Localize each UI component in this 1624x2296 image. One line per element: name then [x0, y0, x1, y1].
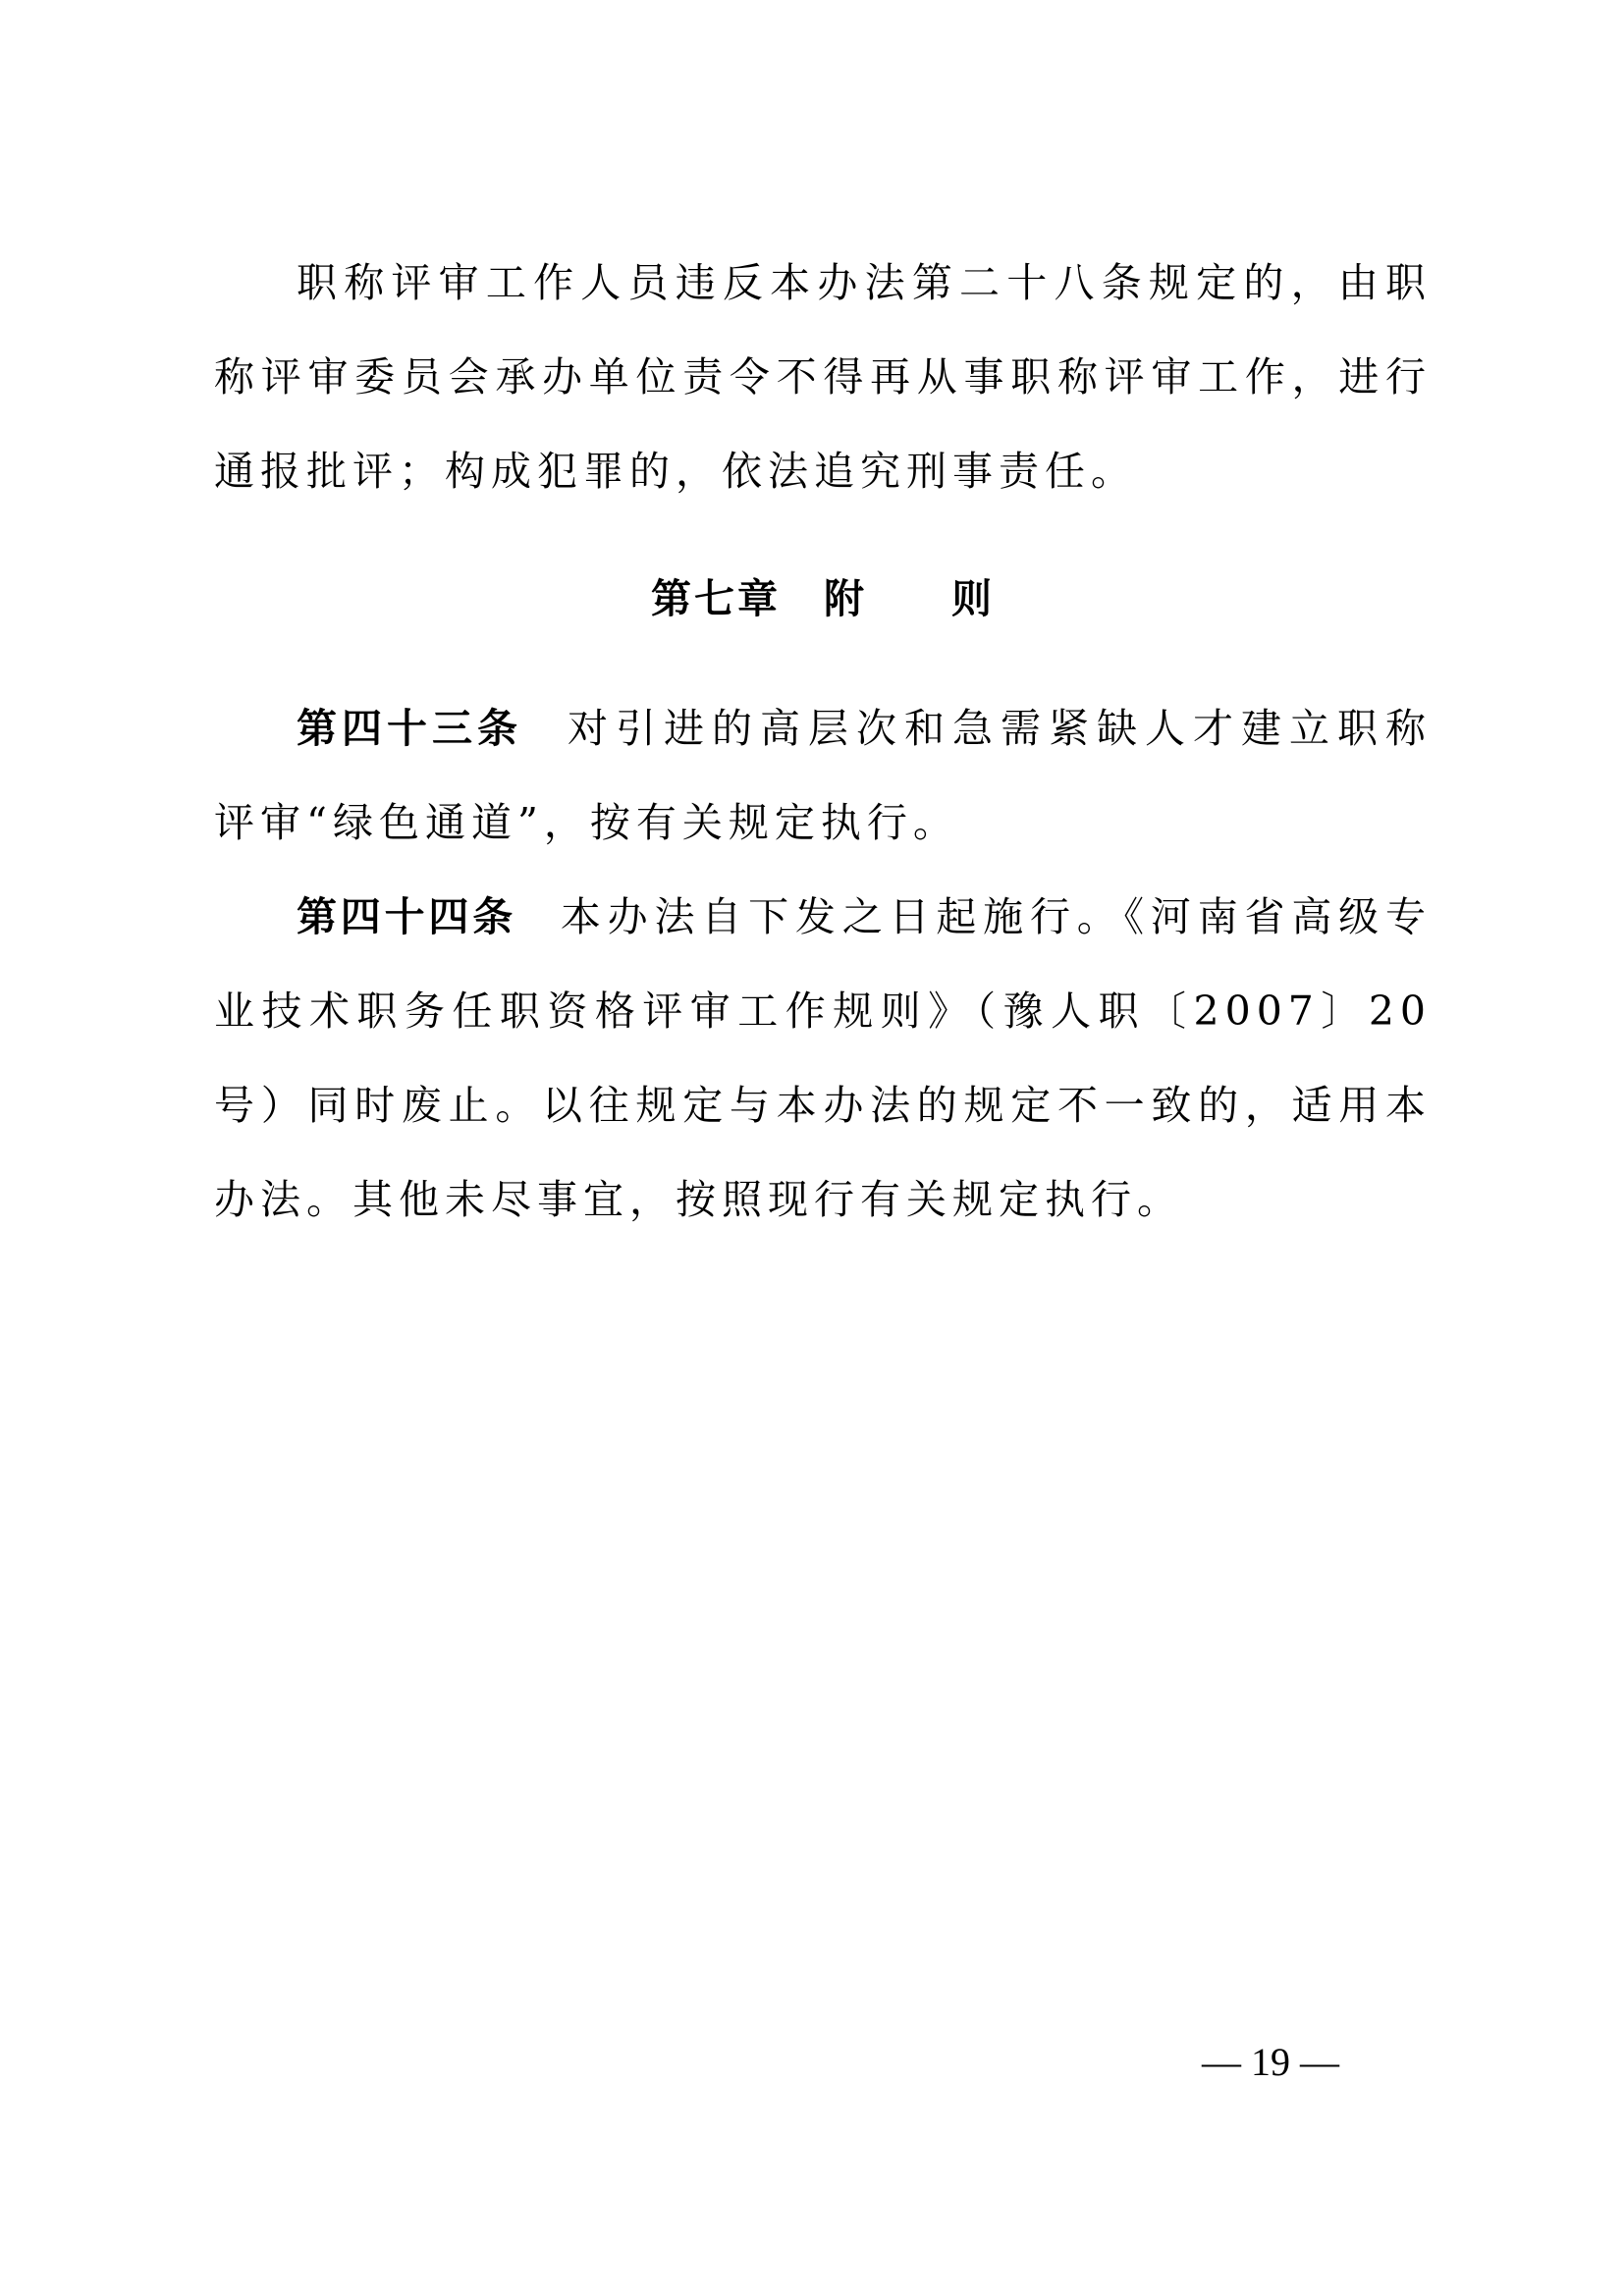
document-body [214, 236, 1432, 1247]
article-43-text: 对引进的高层次和急需紧缺人才建立职称评审“绿色通道”，按有关规定执行。 [214, 705, 1432, 846]
chapter-heading [214, 552, 1432, 646]
article-43 [214, 681, 1432, 870]
paragraph-penalty-reviewers: 职称评审工作人员违反本办法第二十八条规定的，由职称评审委员会承办单位责令不得再从事职称评审工作，进行通报批评；构成犯罪的，依法追究刑事责任。 [214, 259, 1432, 495]
article-43-label: 第四十三条 [297, 705, 522, 752]
article-44-label: 第四十四条 [297, 893, 517, 940]
chapter-title-char-1: 附 [824, 575, 867, 622]
article-44 [214, 870, 1432, 1247]
article-44-text: 本办法自下发之日起施行。《河南省高级专业技术职务任职资格评审工作规则》（豫人职〔2007〕20号）同时废止。以往规定与本办法的规定不一致的，适用本办法。其他未尽事宜，按照现行有关规定执行。 [214, 893, 1432, 1223]
page-number: — 19 — [1202, 2040, 1339, 2084]
chapter-title-char-2: 则 [951, 575, 995, 622]
chapter-number: 第七章 [651, 575, 781, 622]
